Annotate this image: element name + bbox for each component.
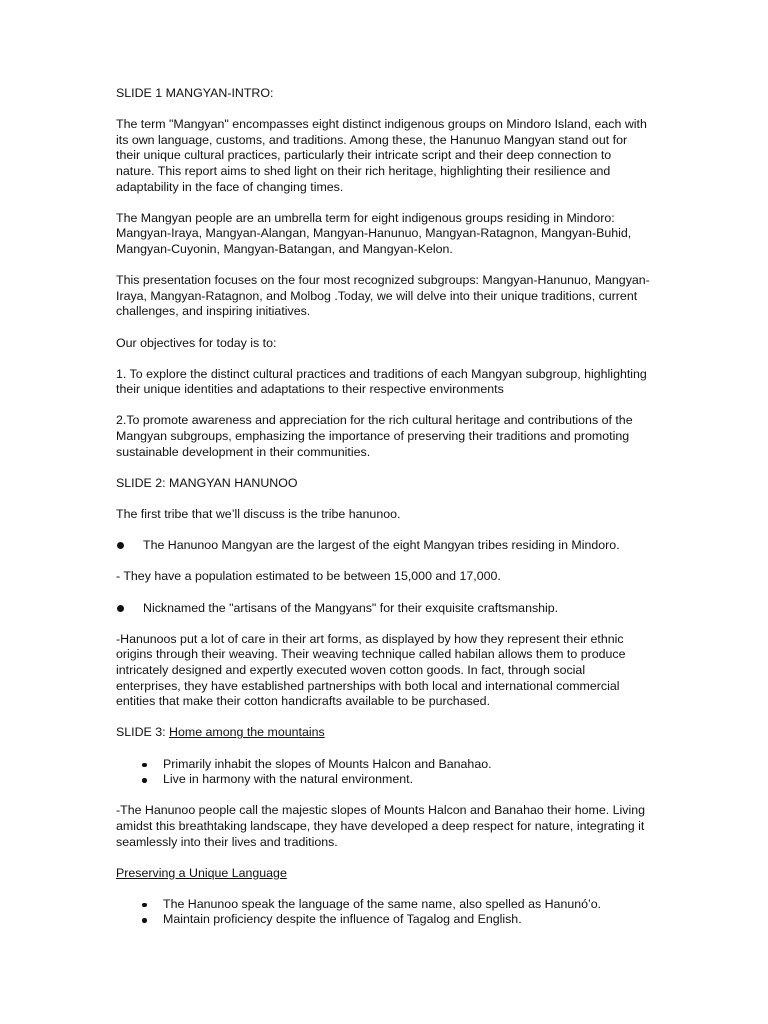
slide3-language-list xyxy=(116,897,652,928)
slide3-home-list xyxy=(116,757,652,788)
bullet-icon xyxy=(117,542,124,549)
slide1-objectives-label: Our objectives for today is to: xyxy=(116,335,277,350)
slide3-language-subheading: Preserving a Unique Language xyxy=(116,865,287,880)
bullet-text: The Hanunoo Mangyan are the largest of the eight Mangyan tribes residing in Mindoro. xyxy=(143,538,620,553)
slide3-heading xyxy=(116,725,652,741)
slide2-heading: SLIDE 2: MANGYAN HANUNOO xyxy=(116,475,298,490)
list-item-text: Maintain proficiency despite the influence of Tagalog and English. xyxy=(163,912,522,927)
bullet-icon xyxy=(142,778,147,783)
slide3-home-paragraph: -The Hanunoo people call the majestic slopes of Mounts Halcon and Banahao their home. Living amidst this breathtaking landscape, they have developed a deep respect for nature, integrating it seamlessly into their lives and traditions. xyxy=(116,803,645,849)
bullet-icon xyxy=(117,605,124,612)
slide1-objective-2: 2.To promote awareness and appreciation for the rich cultural heritage and contributions of the Mangyan subgroups, emphasizing the importance of preserving their traditions and promoting sustainable development in their communities. xyxy=(116,413,633,459)
slide2-intro: The first tribe that we’ll discuss is the tribe hanunoo. xyxy=(116,507,401,522)
slide1-heading: SLIDE 1 MANGYAN-INTRO: xyxy=(116,86,274,100)
list-item-text: Primarily inhabit the slopes of Mounts Halcon and Banahao. xyxy=(163,756,492,771)
list-item xyxy=(116,912,652,928)
slide1-objective-1: 1. To explore the distinct cultural practices and traditions of each Mangyan subgroup, highlighting their unique identities and adaptations to their respective environments xyxy=(116,366,647,397)
list-item-text: Live in harmony with the natural environment. xyxy=(163,772,414,787)
slide2-bullet-artisans xyxy=(116,601,652,617)
slide1-paragraph-groups: The Mangyan people are an umbrella term for eight indigenous groups residing in Mindoro: Mangyan-Iraya, Mangyan-Alangan, Mangyan-Hanunuo, Mangyan-Ratagnon, Mangyan-Buhid, Mangyan-Cuyonin, Mangyan-Batangan, and Mangyan-Kelon. xyxy=(116,210,632,256)
bullet-text: Nicknamed the "artisans of the Mangyans" for their exquisite craftsmanship. xyxy=(143,600,559,615)
slide1-paragraph-focus: This presentation focuses on the four most recognized subgroups: Mangyan-Hanunuo, Mangyan-Iraya, Mangyan-Ratagnon, and Molbog .Today, we will delve into their unique traditions, current challenges, and inspiring initiatives. xyxy=(116,273,650,319)
slide3-heading-prefix: SLIDE 3: xyxy=(116,725,170,740)
list-item xyxy=(116,772,652,788)
slide2-weaving-paragraph: -Hanunoos put a lot of care in their art forms, as displayed by how they represent their ethnic origins through their weaving. Their weaving technique called habilan allows them to produce intricately designed and expertly executed woven cotton goods. In fact, through social enterprises, they have established partnerships with both local and international commercial entities that make their cotton handicrafts available to be purchased. xyxy=(116,631,626,709)
bullet-icon xyxy=(142,903,147,908)
slide1-paragraph-intro: The term "Mangyan" encompasses eight distinct indigenous groups on Mindoro Island, each with its own language, customs, and traditions. Among these, the Hanunuo Mangyan stand out for their unique cultural practices, particularly their intricate script and their deep connection to nature. This report aims to shed light on their rich heritage, highlighting their resilience and adaptability in the face of changing times. xyxy=(116,117,647,194)
list-item xyxy=(116,757,652,773)
slide2-population: - They have a population estimated to be between 15,000 and 17,000. xyxy=(116,569,501,584)
slide3-heading-title: Home among the mountains xyxy=(169,725,325,740)
list-item-text: The Hanunoo speak the language of the same name, also spelled as Hanunó’o. xyxy=(163,896,602,911)
list-item xyxy=(116,897,652,913)
slide2-bullet-largest xyxy=(116,538,652,554)
bullet-icon xyxy=(142,918,147,923)
bullet-icon xyxy=(142,763,147,768)
